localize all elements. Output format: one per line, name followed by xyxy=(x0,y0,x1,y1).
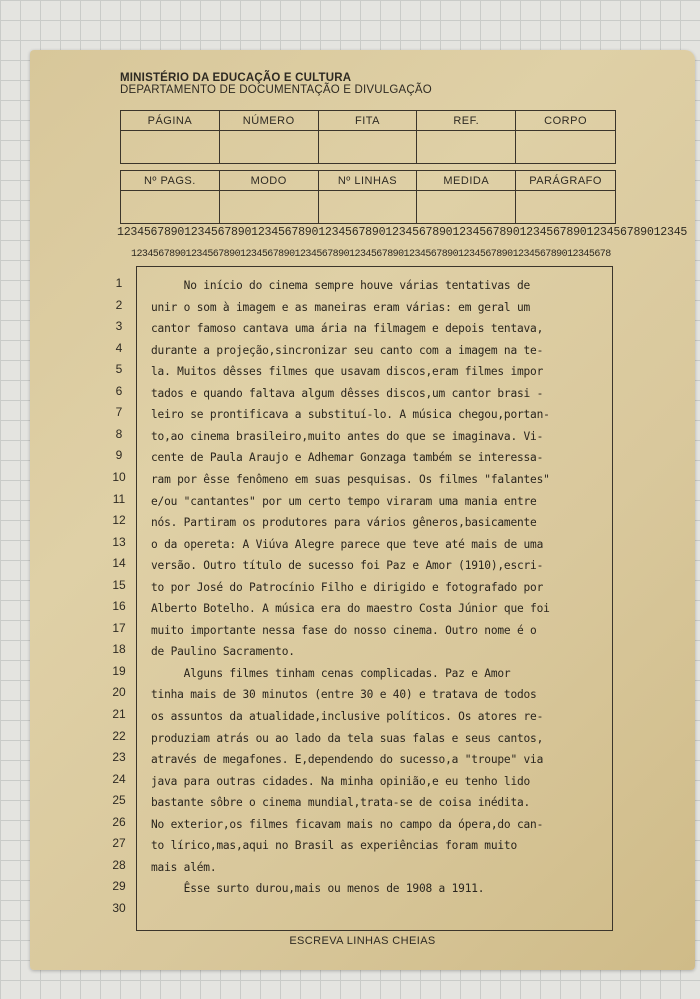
text-line: de Paulino Sacramento. xyxy=(151,645,295,659)
field-corpo xyxy=(516,131,615,163)
line-number: 22 xyxy=(112,728,126,743)
form-table-top xyxy=(120,110,616,164)
ministry-header: MINISTÉRIO DA EDUCAÇÃO E CULTURA xyxy=(120,72,352,84)
text-line: tados e quando faltava algum dêsses discos,um cantor brasi - xyxy=(151,386,544,400)
label-num-pags: Nº PAGS. xyxy=(121,171,220,191)
line-number: 30 xyxy=(112,900,126,915)
label-ref: REF. xyxy=(417,111,516,131)
text-line: leiro se prontificava a substituí-lo. A música chegou,portan- xyxy=(151,408,550,422)
line-number: 4 xyxy=(115,340,123,355)
line-number: 3 xyxy=(115,319,123,334)
line-number: 11 xyxy=(112,491,126,506)
text-line: cantor famoso cantava uma ária na filmagem e depois tentava, xyxy=(151,322,544,336)
text-line: to lírico,mas,aqui no Brasil as experiências foram muito xyxy=(151,839,517,853)
line-number: 17 xyxy=(112,620,126,635)
text-line: mais além. xyxy=(151,860,217,874)
line-number: 26 xyxy=(112,814,126,829)
department-header: DEPARTAMENTO DE DOCUMENTAÇÃO E DIVULGAÇÃO xyxy=(120,84,432,96)
text-line: Alguns filmes tinham cenas complicadas. Paz e Amor xyxy=(151,666,511,680)
field-numero xyxy=(220,131,319,163)
footer-instruction: ESCREVA LINHAS CHEIAS xyxy=(289,935,436,947)
text-line: nós. Partiram os produtores para vários gêneros,basicamente xyxy=(151,516,537,530)
typed-text-area xyxy=(136,266,613,931)
text-line: No início do cinema sempre houve várias tentativas de xyxy=(151,279,531,292)
line-number: 15 xyxy=(112,577,126,592)
line-number: 9 xyxy=(115,448,123,463)
line-number: 28 xyxy=(112,857,126,872)
line-number: 10 xyxy=(112,469,126,484)
form-table-bottom xyxy=(120,170,616,224)
label-pagina: PÁGINA xyxy=(121,111,220,131)
field-paragrafo xyxy=(516,191,615,223)
field-medida xyxy=(417,191,516,223)
label-corpo: CORPO xyxy=(516,111,615,131)
text-line: o da opereta: A Viúva Alegre parece que teve até mais de uma xyxy=(151,537,544,551)
text-line: No exterior,os filmes ficavam mais no campo da ópera,do can- xyxy=(151,817,544,831)
text-line: ram por êsse fenômeno em suas pesquisas. Os filmes "falantes" xyxy=(151,472,550,486)
text-line: to por José do Patrocínio Filho e dirigido e fotografado por xyxy=(151,580,544,594)
label-numero: NÚMERO xyxy=(220,111,319,131)
text-line: versão. Outro título de sucesso foi Paz e Amor (1910),escri- xyxy=(151,559,544,573)
line-number: 12 xyxy=(112,513,126,528)
label-modo: MODO xyxy=(220,171,319,191)
field-fita xyxy=(319,131,418,163)
line-number: 5 xyxy=(115,362,123,377)
text-line: e/ou "cantantes" por um certo tempo viraram uma mania entre xyxy=(151,494,537,508)
line-number: 24 xyxy=(112,771,126,786)
text-line: bastante sôbre o cinema mundial,trata-se de coisa inédita. xyxy=(151,796,531,810)
column-ruler-top: 1234567890123456789012345678901234567890123456789012345678901234567890123456789012345 xyxy=(117,226,688,239)
field-num-linhas xyxy=(319,191,418,223)
text-line: la. Muitos dêsses filmes que usavam discos,eram filmes impor xyxy=(151,365,544,379)
label-fita: FITA xyxy=(319,111,418,131)
field-modo xyxy=(220,191,319,223)
typed-manuscript-sheet xyxy=(30,50,695,970)
field-ref xyxy=(417,131,516,163)
text-line: cente de Paula Araujo e Adhemar Gonzaga também se interessa- xyxy=(151,451,544,465)
text-line: Alberto Botelho. A música era do maestro Costa Júnior que foi xyxy=(151,602,550,616)
line-number: 23 xyxy=(112,750,126,765)
line-number: 6 xyxy=(115,383,123,398)
text-line: java para outras cidades. Na minha opinião,e eu tenho lido xyxy=(151,774,531,788)
text-line: os assuntos da atualidade,inclusive políticos. Os atores re- xyxy=(151,710,544,723)
text-line: através de megafones. E,dependendo do sucesso,a "troupe" via xyxy=(151,753,544,767)
label-paragrafo: PARÁGRAFO xyxy=(516,171,615,191)
line-number: 18 xyxy=(112,642,126,657)
line-number: 14 xyxy=(112,556,126,571)
line-number: 13 xyxy=(112,534,126,549)
text-line: tinha mais de 30 minutos (entre 30 e 40) e tratava de todos xyxy=(151,688,537,702)
line-number: 7 xyxy=(115,405,123,420)
line-number: 25 xyxy=(112,793,126,808)
line-number: 16 xyxy=(112,599,126,614)
text-line: muito importante nessa fase do nosso cinema. Outro nome é o xyxy=(151,623,537,637)
label-medida: MEDIDA xyxy=(417,171,516,191)
column-ruler-bottom: 1234567890123456789012345678901234567890123456789012345678901234567890123456789012345678 xyxy=(131,249,611,260)
text-line: produziam atrás ou ao lado da tela suas falas e seus cantos, xyxy=(151,731,544,745)
line-number: 29 xyxy=(112,879,126,894)
line-number: 8 xyxy=(115,426,123,441)
text-line: Êsse surto durou,mais ou menos de 1908 a 1911. xyxy=(151,882,485,896)
label-num-linhas: Nº LINHAS xyxy=(319,171,418,191)
line-number: 2 xyxy=(115,297,123,312)
text-line: to,ao cinema brasileiro,muito antes do que se imaginava. Vi- xyxy=(151,429,544,443)
field-num-pags xyxy=(121,191,220,223)
text-line: durante a projeção,sincronizar seu canto com a imagem na te- xyxy=(151,343,544,357)
line-number: 20 xyxy=(112,685,126,700)
text-line: unir o som à imagem e as maneiras eram várias: em geral um xyxy=(151,300,531,314)
line-number: 27 xyxy=(112,836,126,851)
line-number: 19 xyxy=(112,663,126,678)
line-number: 1 xyxy=(115,276,123,290)
field-pagina xyxy=(121,131,220,163)
line-number: 21 xyxy=(112,707,126,721)
